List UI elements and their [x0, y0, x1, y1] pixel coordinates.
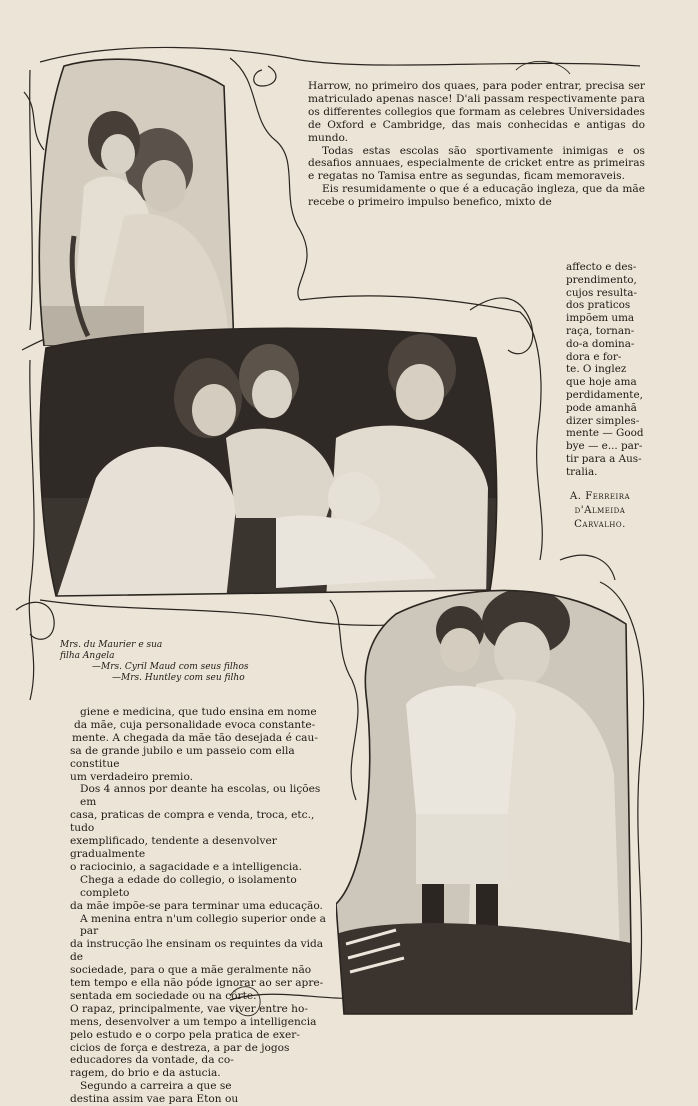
- text-line: um verdadeiro premio.: [70, 770, 194, 783]
- caption-line: —Mrs. Cyril Maud com seus filhos: [92, 662, 249, 672]
- text-line: Dos 4 annos por deante ha escolas, ou lições em: [80, 783, 321, 809]
- text-line: cicios de força e destreza, a par de jogos: [70, 1041, 290, 1054]
- photo-mrs-cyril-maud-and-children: [36, 318, 500, 600]
- text-line: Chega a edade do collegio, o isolamento completo: [80, 873, 297, 899]
- text-line: mente — Good: [566, 427, 644, 440]
- photo-mrs-du-maurier-and-daughter: [34, 56, 234, 346]
- signature-line: d'Almeida: [574, 505, 626, 516]
- text-line: ragem, do brio e da astucia.: [70, 1067, 221, 1080]
- text-line: casa, praticas de compra e venda, troca, etc., tudo: [70, 809, 315, 835]
- signature-line: Carvalho.: [574, 519, 626, 530]
- text-line: destina assim vae para Eton ou: [70, 1093, 239, 1106]
- text-line: dos praticos: [566, 299, 631, 312]
- text-line: tralia.: [566, 465, 598, 478]
- text-line: tem tempo e ella não póde ignorar ao ser apre-: [70, 977, 324, 990]
- text-line: affecto e des-: [566, 261, 637, 273]
- photo-captions: [60, 640, 249, 684]
- text-line: raça, tornan-: [566, 324, 635, 337]
- text-line: perdidamente,: [566, 388, 643, 401]
- caption-line: —Mrs. Huntley com seu filho: [112, 673, 245, 683]
- article-narrow-column: [566, 261, 645, 479]
- text-line: pelo estudo e o corpo pela pratica de exer-: [70, 1028, 300, 1041]
- text-line: exemplificado, tendente a desenvolver gradualmente: [70, 835, 277, 860]
- text-line: da mãe impõe-se para terminar uma educação.: [70, 899, 323, 912]
- caption-line: filha Angela: [60, 651, 115, 661]
- text-line: mente. A chegada da mãe tão desejada é cau-: [72, 731, 318, 744]
- text-line: bye — e... par-: [566, 440, 643, 453]
- text-line: te. O inglez: [566, 363, 627, 376]
- text-line: tir para a Aus-: [566, 452, 642, 465]
- text-line: Segundo a carreira a que se: [80, 1080, 232, 1093]
- text-line: impõem uma: [566, 312, 635, 325]
- signature-line: A. Ferreira: [569, 491, 631, 502]
- photo-mrs-huntley-and-son: [336, 574, 636, 1018]
- text-line: sociedade, para o que a mãe geralmente não: [70, 964, 312, 977]
- text-line: prendimento,: [566, 273, 637, 286]
- text-line: do-a domina-: [566, 337, 635, 350]
- text-line: educadores da vontade, da co-: [70, 1054, 234, 1067]
- text-line: mens, desenvolver a um tempo a intelligencia: [70, 1015, 317, 1028]
- paragraph: Eis resumidamente o que é a educação ingleza, que da mãe recebe o primeiro impulso benefico, mixto de: [308, 183, 645, 209]
- text-line: pode amanhã: [566, 401, 637, 414]
- text-line: sa de grande jubilo e um passeio com ella constitue: [70, 744, 295, 770]
- text-line: dora e for-: [566, 350, 622, 363]
- caption-line: Mrs. du Maurier e sua: [60, 640, 163, 650]
- text-line: da instrucção lhe ensinam os requintes da vida de: [70, 938, 324, 964]
- text-line: o raciocinio, a sagacidade e a intelligencia.: [70, 860, 302, 873]
- paragraph: Harrow, no primeiro dos quaes, para poder entrar, precisa ser matriculado apenas nasce! D'ali passam respectivamente para os differentes collegios que formam as celebres Universidades de Oxford e Cambridge, das mais conhecidas e antigas do mundo.: [308, 80, 645, 144]
- paragraph: Todas estas escolas são sportivamente inimigas e os desafios annuaes, especialmente de cricket entre as primeiras e regatas no Tamisa entre as segundas, ficam memoraveis.: [308, 144, 645, 183]
- article-left-column: [70, 706, 332, 1106]
- text-line: A menina entra n'um collegio superior onde a par: [80, 912, 326, 938]
- text-line: O rapaz, principalmente, vae viver entre ho-: [70, 1002, 308, 1015]
- text-line: que hoje ama: [566, 376, 637, 389]
- author-signature: [545, 490, 655, 532]
- text-line: giene e medicina, que tudo ensina em nome: [80, 706, 317, 718]
- article-right-column: [308, 80, 645, 209]
- text-line: sentada em sociedade ou na côrte.: [70, 989, 257, 1002]
- text-line: dizer simples-: [566, 414, 640, 427]
- text-line: cujos resulta-: [566, 286, 637, 299]
- text-line: da mãe, cuja personalidade evoca constante-: [74, 718, 316, 731]
